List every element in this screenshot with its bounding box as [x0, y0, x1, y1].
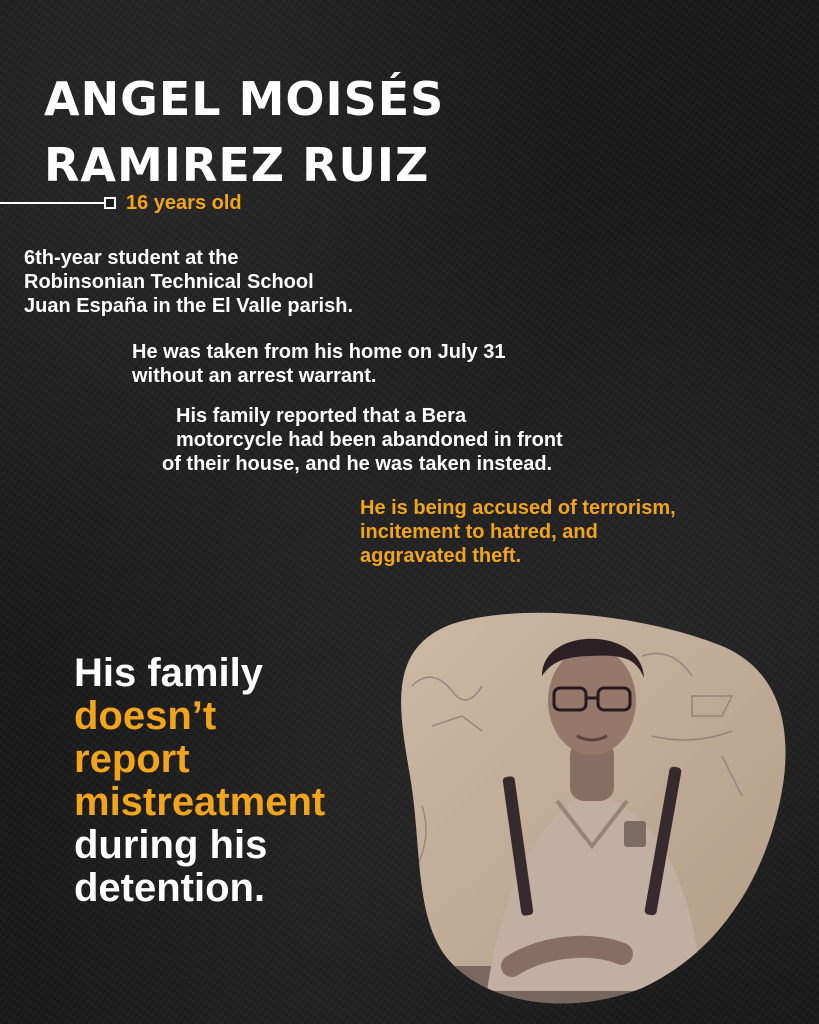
- paragraph-line: aggravated theft.: [360, 545, 522, 567]
- title-line-1: ANGEL MOISÉS: [44, 72, 445, 126]
- statement-line-highlight: doesn’t: [74, 694, 217, 738]
- paragraph-line: motorcycle had been abandoned in front: [176, 429, 563, 451]
- arrest-paragraph: [132, 340, 652, 388]
- family-report-paragraph: [162, 404, 736, 476]
- paragraph-line: He was taken from his home on July 31: [132, 341, 506, 363]
- statement-line: detention.: [74, 866, 266, 910]
- person-photo: [392, 606, 792, 1006]
- statement-line: His family: [74, 651, 263, 695]
- age-connector-node: [104, 197, 116, 209]
- paragraph-line: He is being accused of terrorism,: [360, 497, 676, 519]
- paragraph-line: His family reported that a Bera: [176, 405, 467, 427]
- age-label: 16 years old: [126, 191, 242, 214]
- statement-line-highlight: report: [74, 737, 190, 781]
- age-indicator: [0, 192, 242, 214]
- page-title: [44, 66, 444, 198]
- statement-line-highlight: mistreatment: [74, 780, 326, 824]
- title-line-2: RAMIREZ RUIZ: [44, 138, 430, 192]
- statement-line: during his: [74, 823, 268, 867]
- school-paragraph: [24, 246, 484, 318]
- mistreatment-statement: [74, 652, 325, 910]
- paragraph-line: without an arrest warrant.: [132, 365, 377, 387]
- age-connector-line: [0, 202, 104, 204]
- paragraph-line: Robinsonian Technical School: [24, 271, 314, 293]
- paragraph-line: 6th-year student at the: [24, 247, 239, 269]
- charges-paragraph: [360, 496, 800, 568]
- paragraph-line: Juan España in the El Valle parish.: [24, 295, 354, 317]
- paragraph-line: incitement to hatred, and: [360, 521, 598, 543]
- paragraph-line: of their house, and he was taken instead.: [162, 453, 553, 475]
